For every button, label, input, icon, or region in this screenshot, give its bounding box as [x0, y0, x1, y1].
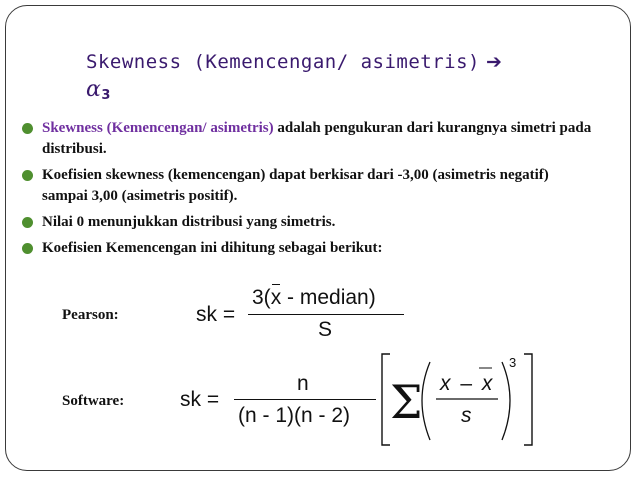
bullet-text: Nilai 0 menunjukkan distribusi yang simetris. — [42, 214, 336, 230]
right-paren — [502, 362, 510, 440]
exponent: 3 — [509, 355, 517, 370]
left-paren — [422, 362, 430, 440]
left-square-bracket — [382, 354, 390, 445]
pearson-x: x — [270, 286, 282, 309]
pearson-num-pre: 3( — [252, 286, 271, 309]
pearson-lhs: sk = — [196, 303, 236, 326]
inner-denominator: s — [461, 404, 472, 427]
pearson-num-post: - median) — [281, 286, 376, 309]
software-numerator: n — [297, 372, 309, 395]
alpha-subscript: 3 — [101, 88, 111, 103]
pearson-label: Pearson: — [62, 307, 119, 323]
alpha-symbol: α — [86, 77, 102, 102]
bullet-text: Koefisien skewness (kemencengan) dapat berkisar dari -3,00 (asimetris negatif) sampai 3,00 (asimetris positif). — [42, 167, 549, 204]
inner-x: x — [440, 372, 451, 395]
software-denominator: (n - 1)(n - 2) — [238, 404, 351, 427]
inner-minus: – — [460, 372, 473, 395]
inner-numerator — [440, 372, 492, 396]
bullet-text: adalah pengukuran dari kurangnya simetri pada distribusi. — [42, 120, 592, 157]
software-lhs: sk = — [180, 388, 220, 411]
pearson-denominator: S — [318, 318, 333, 341]
title-text: Skewness (Kemencengan/ asimetris) — [86, 51, 480, 73]
right-square-bracket — [524, 354, 532, 445]
inner-xbar: x — [481, 372, 493, 395]
software-label: Software: — [62, 393, 125, 409]
bullet-text: Koefisien Kemencengan ini dihitung sebagai berikut: — [42, 240, 383, 256]
bullet-highlight: Skewness (Kemencengan/ asimetris) — [42, 120, 274, 136]
arrow-icon: ➔ — [486, 51, 503, 73]
sigma-symbol: Σ — [390, 375, 423, 429]
